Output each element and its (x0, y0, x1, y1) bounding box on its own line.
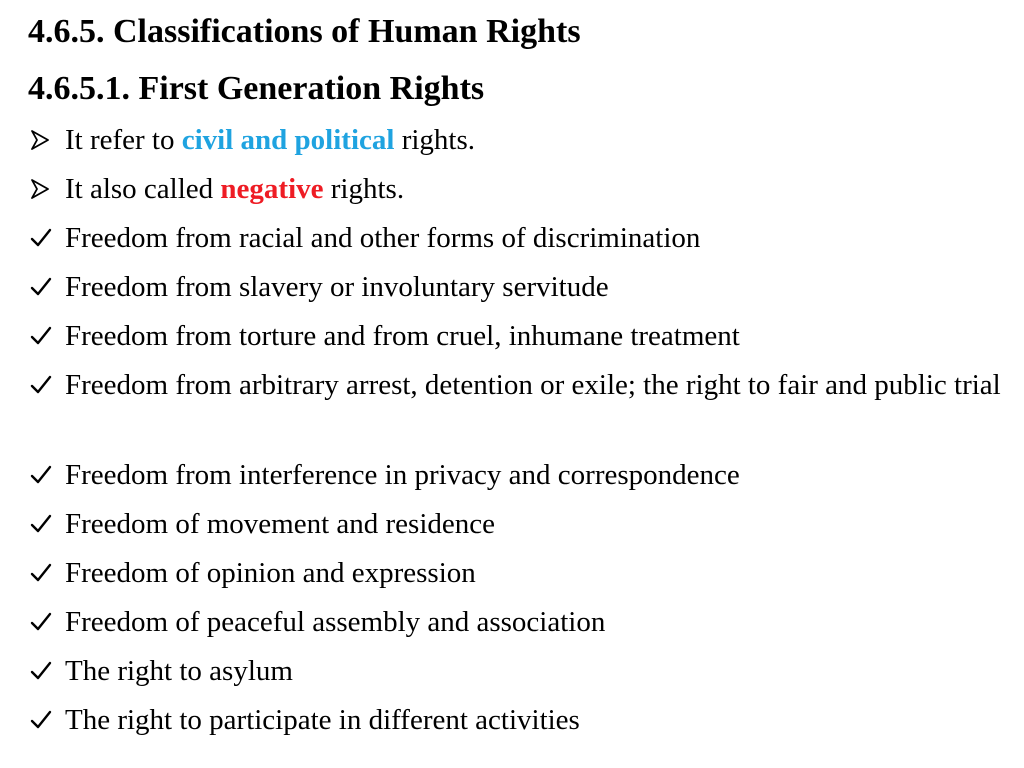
check-item-text: Freedom from torture and from cruel, inhumane treatment (65, 320, 740, 352)
subsection-heading: 4.6.5.1. First Generation Rights (28, 70, 485, 107)
check-item (28, 365, 1018, 447)
arrow-icon (28, 120, 62, 160)
check-item-text: Freedom from arbitrary arrest, detention or exile; the right to fair and public trial (65, 369, 1001, 401)
checkmark-icon (28, 651, 62, 691)
list-item-text (65, 120, 1015, 160)
check-item-text: The right to asylum (65, 655, 293, 687)
checkmark-icon (28, 316, 62, 356)
check-item-text: Freedom from interference in privacy and correspondence (65, 459, 740, 491)
check-item-text: Freedom of peaceful assembly and association (65, 606, 606, 638)
list-item-text (65, 169, 1015, 209)
highlight-term: negative (220, 173, 324, 205)
check-item-text: Freedom from slavery or involuntary servitude (65, 271, 609, 303)
check-item-text: Freedom of opinion and expression (65, 557, 476, 589)
check-item-text: Freedom from racial and other forms of discrimination (65, 222, 701, 254)
text-before: It refer to (65, 124, 182, 156)
highlight-term: civil and political (181, 124, 395, 156)
check-item-text: Freedom of movement and residence (65, 508, 496, 540)
check-item-text: The right to participate in different activities (65, 704, 580, 736)
checkmark-icon (28, 267, 62, 307)
checkmark-icon (28, 218, 62, 258)
checkmark-icon (28, 455, 62, 495)
checkmark-icon (28, 365, 62, 405)
checkmark-icon (28, 700, 62, 740)
checkmark-icon (28, 504, 62, 544)
checkmark-icon (28, 553, 62, 593)
checkmark-icon (28, 602, 62, 642)
text-before: It also called (65, 173, 221, 205)
section-heading: 4.6.5. Classifications of Human Rights (28, 13, 581, 50)
arrow-icon (28, 169, 62, 209)
text-after: rights. (323, 173, 405, 205)
text-after: rights. (394, 124, 475, 156)
